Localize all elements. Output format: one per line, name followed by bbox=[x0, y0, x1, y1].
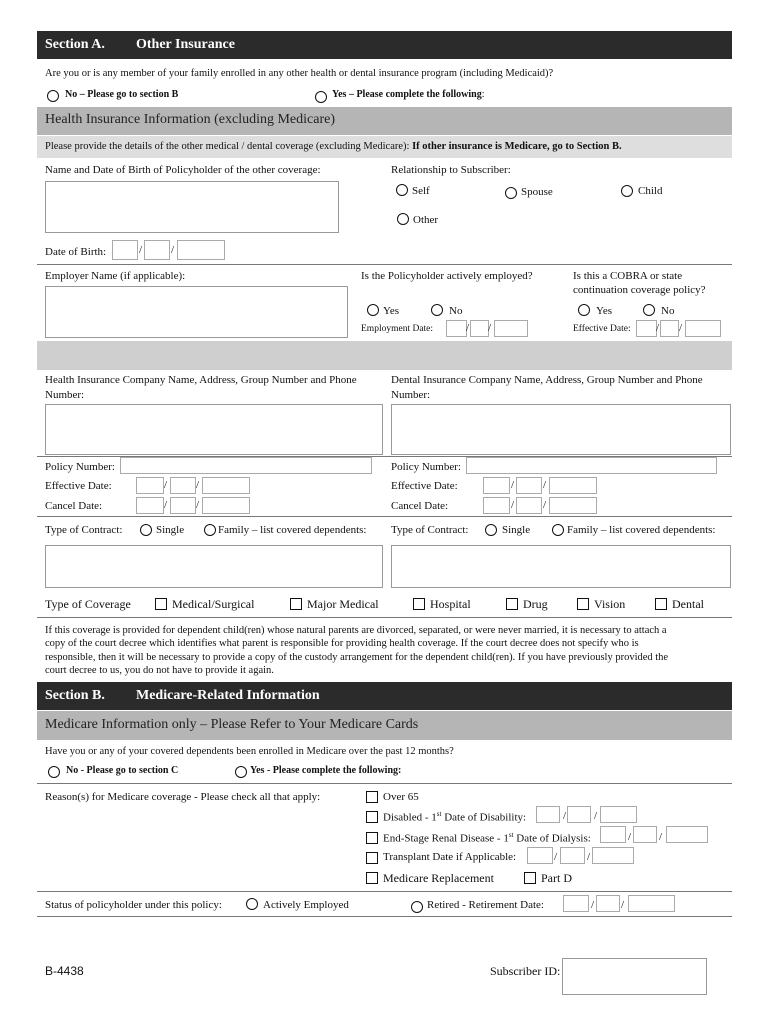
dental-dependents-field[interactable] bbox=[391, 545, 731, 588]
health-eff-year[interactable] bbox=[202, 477, 250, 494]
transplant-month[interactable] bbox=[527, 847, 553, 864]
health-policy-number-field[interactable] bbox=[120, 457, 372, 474]
dental-eff-slash-2: / bbox=[543, 479, 547, 491]
dental-eff-month[interactable] bbox=[483, 477, 510, 494]
transplant-label: Transplant Date if Applicable: bbox=[383, 851, 517, 863]
rel-spouse-radio[interactable] bbox=[505, 187, 517, 199]
status-label: Status of policyholder under this policy: bbox=[45, 899, 222, 911]
over65-checkbox[interactable] bbox=[366, 791, 378, 803]
dental-contract-label: Type of Contract: bbox=[391, 524, 469, 536]
employment-year[interactable] bbox=[494, 320, 528, 337]
section-b-yes-label: Yes - Please complete the following: bbox=[250, 765, 402, 776]
cobra-question-2: continuation coverage policy? bbox=[573, 284, 706, 296]
active-no-label: No bbox=[449, 305, 463, 317]
dental-company-field[interactable] bbox=[391, 404, 731, 455]
cov-medical-label: Medical/Surgical bbox=[172, 597, 255, 611]
dental-eff-year[interactable] bbox=[549, 477, 597, 494]
health-company-field[interactable] bbox=[45, 404, 383, 455]
rel-child-label: Child bbox=[638, 185, 663, 197]
retired-label: Retired - Retirement Date: bbox=[427, 899, 544, 911]
cobra-eff-slash-2: / bbox=[679, 322, 683, 334]
health-cancel-day[interactable] bbox=[170, 497, 196, 514]
health-instruction-bar bbox=[37, 136, 732, 158]
dental-cancel-year[interactable] bbox=[549, 497, 597, 514]
type-coverage-label: Type of Coverage bbox=[45, 597, 131, 611]
rel-child-radio[interactable] bbox=[621, 185, 633, 197]
section-b-label: Section B. bbox=[45, 688, 105, 703]
health-cancel-label: Cancel Date: bbox=[45, 500, 103, 512]
transplant-checkbox[interactable] bbox=[366, 852, 378, 864]
cov-vision-checkbox[interactable] bbox=[577, 598, 589, 610]
cobra-effective-date-label: Effective Date: bbox=[573, 324, 631, 334]
gray-spacer-bar bbox=[37, 341, 732, 370]
name-dob-field[interactable] bbox=[45, 181, 339, 233]
health-eff-slash-1: / bbox=[164, 479, 168, 491]
partd-label: Part D bbox=[541, 871, 572, 885]
retirement-month[interactable] bbox=[563, 895, 589, 912]
section-a-no-label: No – Please go to section B bbox=[65, 89, 179, 100]
cov-major-label: Major Medical bbox=[307, 597, 379, 611]
transplant-day[interactable] bbox=[560, 847, 585, 864]
disability-slash-2: / bbox=[594, 810, 598, 822]
court-decree-line-2: copy of the court decree which identifies what parent is responsible for providing health coverage. If the court decree does not specify who is bbox=[45, 638, 639, 649]
cov-major-checkbox[interactable] bbox=[290, 598, 302, 610]
section-b-header bbox=[37, 682, 732, 710]
health-company-label-2: Number: bbox=[45, 389, 85, 401]
transplant-slash-2: / bbox=[587, 851, 591, 863]
health-cancel-month[interactable] bbox=[136, 497, 164, 514]
subscriber-id-field[interactable] bbox=[562, 958, 707, 995]
divider bbox=[37, 916, 732, 917]
divider bbox=[37, 617, 732, 618]
dob-slash-1: / bbox=[139, 244, 143, 256]
cov-vision-label: Vision bbox=[594, 597, 626, 611]
employer-field[interactable] bbox=[45, 286, 348, 338]
employer-label: Employer Name (if applicable): bbox=[45, 270, 186, 282]
dental-cancel-slash-1: / bbox=[511, 499, 515, 511]
active-yes-label: Yes bbox=[383, 305, 400, 317]
dental-single-radio[interactable] bbox=[485, 524, 497, 536]
health-eff-slash-2: / bbox=[196, 479, 200, 491]
dental-effective-label: Effective Date: bbox=[391, 480, 458, 492]
cov-drug-checkbox[interactable] bbox=[506, 598, 518, 610]
dob-year[interactable] bbox=[177, 240, 225, 260]
dental-cancel-label: Cancel Date: bbox=[391, 500, 449, 512]
dob-month[interactable] bbox=[112, 240, 138, 260]
rel-spouse-label: Spouse bbox=[521, 186, 553, 198]
name-dob-label: Name and Date of Birth of Policyholder of the other coverage: bbox=[45, 164, 321, 176]
cov-hospital-label: Hospital bbox=[430, 597, 471, 611]
section-a-header bbox=[37, 31, 732, 59]
dental-cancel-slash-2: / bbox=[543, 499, 547, 511]
divider bbox=[37, 264, 732, 265]
dental-cancel-month[interactable] bbox=[483, 497, 510, 514]
section-a-no-radio[interactable] bbox=[47, 90, 59, 102]
disabled-label: Disabled - 1st Date of Disability: bbox=[383, 810, 527, 824]
cobra-yes-label: Yes bbox=[596, 305, 613, 317]
section-b-no-label: No - Please go to section C bbox=[66, 765, 179, 776]
dental-family-radio[interactable] bbox=[552, 524, 564, 536]
rel-self-radio[interactable] bbox=[396, 184, 408, 196]
section-a-title: Other Insurance bbox=[136, 37, 235, 52]
cov-dental-checkbox[interactable] bbox=[655, 598, 667, 610]
health-eff-day[interactable] bbox=[170, 477, 196, 494]
esrd-checkbox[interactable] bbox=[366, 832, 378, 844]
dob-day[interactable] bbox=[144, 240, 170, 260]
section-a-yes-label: Yes – Please complete the following: bbox=[332, 89, 485, 100]
relationship-label: Relationship to Subscriber: bbox=[391, 164, 511, 176]
court-decree-line-1: If this coverage is provided for dependent child(ren) whose natural parents are divorced, separated, or were never married, it is necessary to attach a bbox=[45, 625, 667, 636]
court-decree-line-3: responsible, then it will be necessary to provide a copy of the custody arrangement for the dependent child(ren). If you have previously provided the bbox=[45, 652, 669, 663]
dental-single-label: Single bbox=[502, 524, 531, 536]
dental-company-label-2: Number: bbox=[391, 389, 431, 401]
reasons-label: Reason(s) for Medicare coverage - Please check all that apply: bbox=[45, 791, 321, 803]
health-single-radio[interactable] bbox=[140, 524, 152, 536]
rel-other-label: Other bbox=[413, 214, 439, 226]
employment-month[interactable] bbox=[446, 320, 470, 337]
disability-year[interactable] bbox=[600, 806, 637, 823]
form-id: B-4438 bbox=[45, 964, 84, 978]
health-contract-label: Type of Contract: bbox=[45, 524, 123, 536]
health-instruction: Please provide the details of the other medical / dental coverage (excluding Medicare): If other insurance is Medicare, go to Section B. bbox=[45, 141, 622, 152]
employment-day[interactable] bbox=[470, 320, 492, 337]
rel-other-radio[interactable] bbox=[397, 213, 409, 225]
health-eff-month[interactable] bbox=[136, 477, 164, 494]
active-yes-radio[interactable] bbox=[367, 304, 379, 316]
retired-radio[interactable] bbox=[411, 901, 423, 913]
employment-slash-1: / bbox=[466, 322, 470, 334]
actively-employed-radio[interactable] bbox=[246, 898, 258, 910]
divider bbox=[37, 516, 732, 517]
section-a-label: Section A. bbox=[45, 37, 105, 52]
divider bbox=[37, 891, 732, 892]
esrd-label: End-Stage Renal Disease - 1st Date of Dialysis: bbox=[383, 831, 591, 845]
health-policy-number-label: Policy Number: bbox=[45, 461, 115, 473]
dialysis-slash-2: / bbox=[659, 831, 663, 843]
other-insurance-question: Are you or is any member of your family enrolled in any other health or dental insurance program (including Medicaid)? bbox=[45, 68, 554, 79]
medicare-header bbox=[37, 711, 732, 740]
active-no-radio[interactable] bbox=[431, 304, 443, 316]
cobra-eff-month[interactable] bbox=[636, 320, 660, 337]
section-b-yes-radio[interactable] bbox=[235, 766, 247, 778]
employment-slash-2: / bbox=[488, 322, 492, 334]
health-cancel-slash-1: / bbox=[164, 499, 168, 511]
medicare-header-text: Medicare Information only – Please Refer to Your Medicare Cards bbox=[45, 717, 419, 732]
replacement-checkbox[interactable] bbox=[366, 872, 378, 884]
rel-self-label: Self bbox=[412, 185, 430, 197]
cobra-eff-day[interactable] bbox=[660, 320, 679, 337]
health-insurance-header bbox=[37, 107, 732, 135]
health-cancel-slash-2: / bbox=[196, 499, 200, 511]
dental-cancel-day[interactable] bbox=[516, 497, 542, 514]
cov-medical-checkbox[interactable] bbox=[155, 598, 167, 610]
retirement-slash-2: / bbox=[621, 899, 625, 911]
disability-slash-1: / bbox=[563, 810, 567, 822]
dental-family-label: Family – list covered dependents: bbox=[567, 524, 716, 536]
retirement-year[interactable] bbox=[628, 895, 675, 912]
dob-slash-2: / bbox=[171, 244, 175, 256]
health-company-label-1: Health Insurance Company Name, Address, Group Number and Phone bbox=[45, 374, 357, 386]
transplant-slash-1: / bbox=[554, 851, 558, 863]
dialysis-month[interactable] bbox=[600, 826, 626, 843]
health-family-radio[interactable] bbox=[204, 524, 216, 536]
employment-date-label: Employment Date: bbox=[361, 324, 434, 334]
retirement-day[interactable] bbox=[596, 895, 620, 912]
disabled-checkbox[interactable] bbox=[366, 811, 378, 823]
active-employed-question: Is the Policyholder actively employed? bbox=[361, 270, 533, 282]
health-dependents-field[interactable] bbox=[45, 545, 383, 588]
health-insurance-title: Health Insurance Information (excluding Medicare) bbox=[45, 112, 335, 127]
health-effective-label: Effective Date: bbox=[45, 480, 112, 492]
dental-eff-slash-1: / bbox=[511, 479, 515, 491]
dental-policy-number-label: Policy Number: bbox=[391, 461, 461, 473]
disability-month[interactable] bbox=[536, 806, 560, 823]
divider bbox=[37, 783, 732, 784]
disability-day[interactable] bbox=[567, 806, 591, 823]
transplant-year[interactable] bbox=[592, 847, 634, 864]
dental-company-label-1: Dental Insurance Company Name, Address, Group Number and Phone bbox=[391, 374, 703, 386]
section-b-no-radio[interactable] bbox=[48, 766, 60, 778]
cobra-eff-year[interactable] bbox=[685, 320, 721, 337]
court-decree-line-4: court decree to us, you do not have to provide it again. bbox=[45, 665, 274, 676]
dialysis-day[interactable] bbox=[633, 826, 657, 843]
health-single-label: Single bbox=[156, 524, 185, 536]
dental-eff-day[interactable] bbox=[516, 477, 542, 494]
dialysis-year[interactable] bbox=[666, 826, 708, 843]
cobra-yes-radio[interactable] bbox=[578, 304, 590, 316]
cov-drug-label: Drug bbox=[523, 597, 548, 611]
section-b-title: Medicare-Related Information bbox=[136, 688, 320, 703]
cobra-no-label: No bbox=[661, 305, 675, 317]
partd-checkbox[interactable] bbox=[524, 872, 536, 884]
health-family-label: Family – list covered dependents: bbox=[218, 524, 367, 536]
dob-label: Date of Birth: bbox=[45, 246, 107, 258]
cov-dental-label: Dental bbox=[672, 597, 704, 611]
replacement-label: Medicare Replacement bbox=[383, 871, 494, 885]
dialysis-slash-1: / bbox=[628, 831, 632, 843]
cobra-question-1: Is this a COBRA or state bbox=[573, 270, 683, 282]
medicare-question: Have you or any of your covered dependents been enrolled in Medicare over the past 12 months? bbox=[45, 746, 454, 757]
actively-employed-label: Actively Employed bbox=[263, 899, 349, 911]
retirement-slash-1: / bbox=[591, 899, 595, 911]
cobra-eff-slash-1: / bbox=[656, 322, 660, 334]
over65-label: Over 65 bbox=[383, 791, 419, 803]
dental-policy-number-field[interactable] bbox=[466, 457, 717, 474]
health-cancel-year[interactable] bbox=[202, 497, 250, 514]
cobra-no-radio[interactable] bbox=[643, 304, 655, 316]
section-a-yes-radio[interactable] bbox=[315, 91, 327, 103]
subscriber-id-label: Subscriber ID: bbox=[490, 964, 561, 978]
cov-hospital-checkbox[interactable] bbox=[413, 598, 425, 610]
